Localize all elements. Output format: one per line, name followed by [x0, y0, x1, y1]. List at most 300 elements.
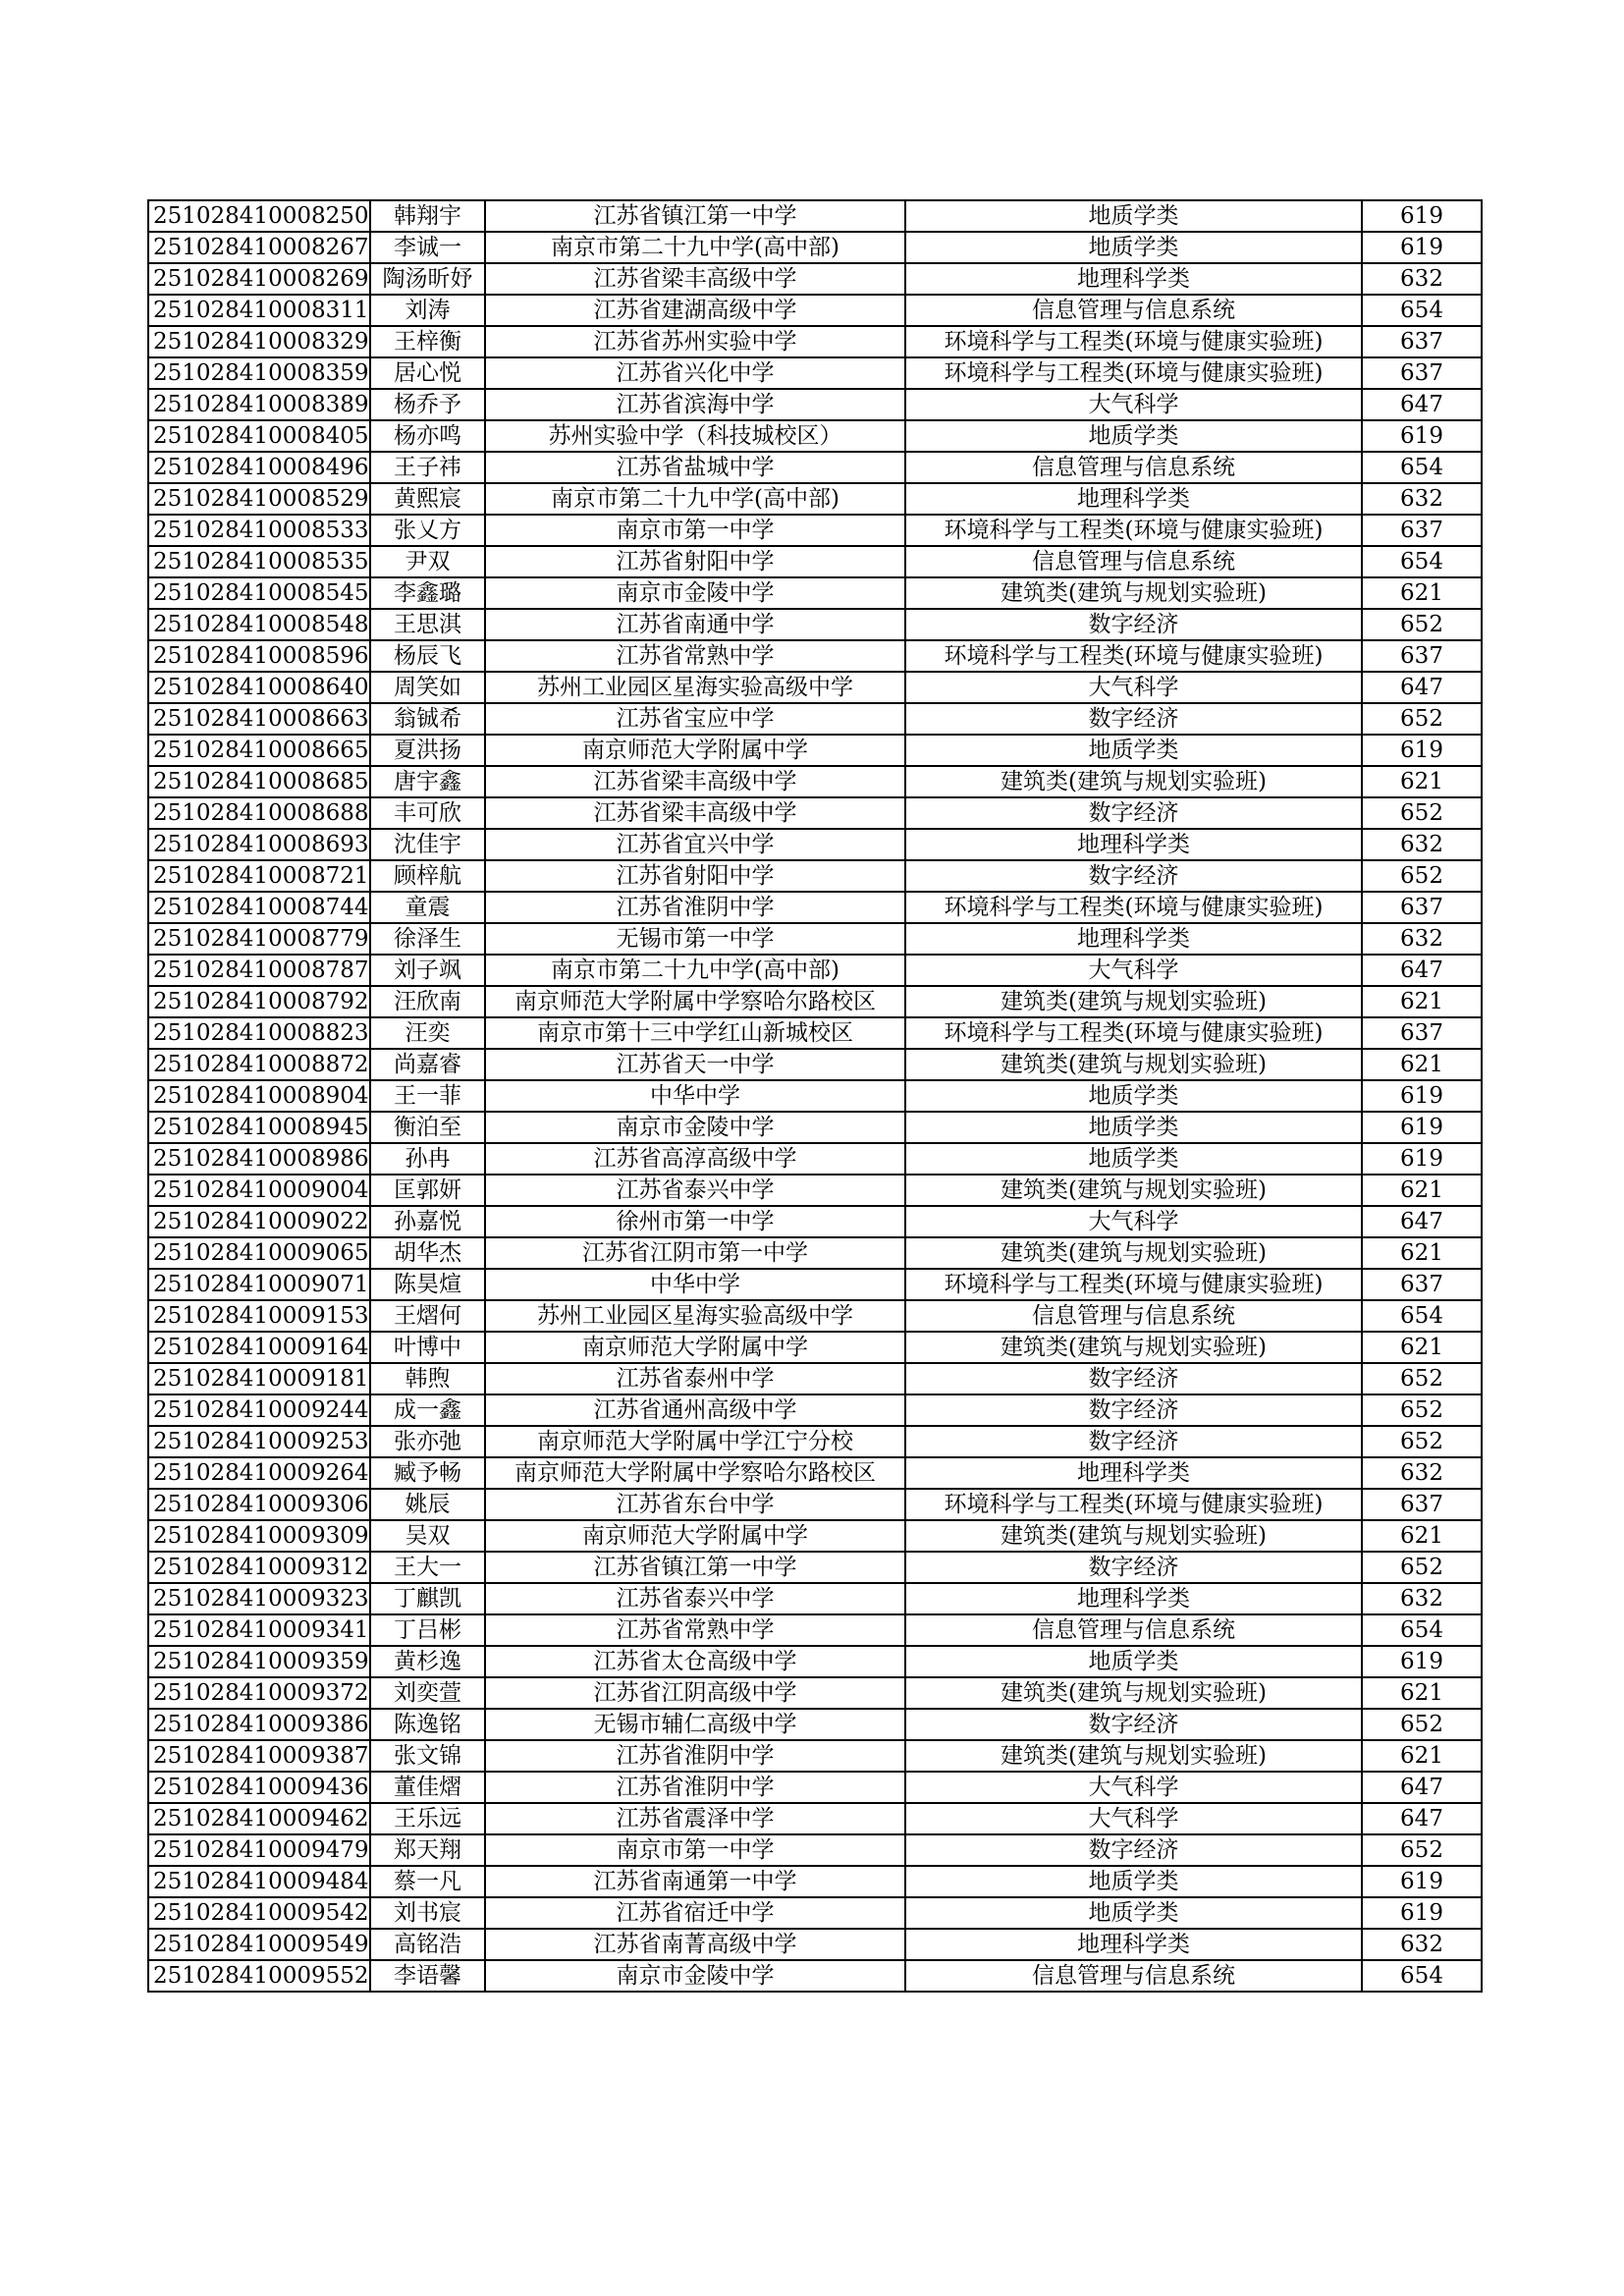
student-name-cell: 尚嘉睿 — [370, 1049, 485, 1080]
major-cell: 地质学类 — [905, 420, 1362, 452]
student-name-cell: 刘子飒 — [370, 955, 485, 986]
school-cell: 江苏省太仓高级中学 — [485, 1646, 905, 1677]
school-cell: 南京市金陵中学 — [485, 1960, 905, 1992]
student-name-cell: 匡郭妍 — [370, 1175, 485, 1206]
school-cell: 江苏省天一中学 — [485, 1049, 905, 1080]
exam-id-cell: 251028410009372 — [148, 1677, 370, 1709]
score-cell: 632 — [1362, 263, 1482, 295]
score-cell: 652 — [1362, 1426, 1482, 1457]
major-cell: 地理科学类 — [905, 923, 1362, 955]
score-cell: 652 — [1362, 1834, 1482, 1866]
score-cell: 637 — [1362, 515, 1482, 546]
student-name-cell: 孙嘉悦 — [370, 1206, 485, 1237]
school-cell: 南京市金陵中学 — [485, 1112, 905, 1143]
major-cell: 地质学类 — [905, 232, 1362, 263]
exam-id-cell: 251028410008389 — [148, 389, 370, 420]
table-row — [148, 1552, 1482, 1583]
score-cell: 632 — [1362, 1583, 1482, 1614]
admission-list-table — [147, 199, 1483, 1993]
major-cell: 地质学类 — [905, 1646, 1362, 1677]
major-cell: 环境科学与工程类(环境与健康实验班) — [905, 515, 1362, 546]
exam-id-cell: 251028410008548 — [148, 609, 370, 640]
school-cell: 江苏省通州高级中学 — [485, 1394, 905, 1426]
major-cell: 信息管理与信息系统 — [905, 1300, 1362, 1332]
score-cell: 619 — [1362, 1143, 1482, 1175]
major-cell: 建筑类(建筑与规划实验班) — [905, 577, 1362, 609]
table-row — [148, 829, 1482, 860]
exam-id-cell: 251028410008721 — [148, 860, 370, 892]
score-cell: 619 — [1362, 1897, 1482, 1929]
exam-id-cell: 251028410009552 — [148, 1960, 370, 1992]
score-cell: 652 — [1362, 1363, 1482, 1394]
exam-id-cell: 251028410008311 — [148, 295, 370, 326]
exam-id-cell: 251028410009253 — [148, 1426, 370, 1457]
student-name-cell: 李诚一 — [370, 232, 485, 263]
table-row — [148, 797, 1482, 829]
table-row — [148, 1394, 1482, 1426]
major-cell: 地质学类 — [905, 1112, 1362, 1143]
table-row — [148, 577, 1482, 609]
student-name-cell: 王乐远 — [370, 1803, 485, 1834]
major-cell: 建筑类(建筑与规划实验班) — [905, 1332, 1362, 1363]
school-cell: 南京市第二十九中学(高中部) — [485, 483, 905, 515]
table-row — [148, 1426, 1482, 1457]
student-name-cell: 杨乔予 — [370, 389, 485, 420]
major-cell: 地质学类 — [905, 1866, 1362, 1897]
score-cell: 652 — [1362, 1552, 1482, 1583]
major-cell: 大气科学 — [905, 955, 1362, 986]
school-cell: 江苏省泰州中学 — [485, 1363, 905, 1394]
table-row — [148, 1866, 1482, 1897]
score-cell: 654 — [1362, 1300, 1482, 1332]
table-row — [148, 1332, 1482, 1363]
school-cell: 江苏省镇江第一中学 — [485, 1552, 905, 1583]
major-cell: 信息管理与信息系统 — [905, 452, 1362, 483]
major-cell: 数字经济 — [905, 860, 1362, 892]
school-cell: 江苏省兴化中学 — [485, 357, 905, 389]
exam-id-cell: 251028410008688 — [148, 797, 370, 829]
score-cell: 621 — [1362, 1520, 1482, 1552]
score-cell: 632 — [1362, 923, 1482, 955]
exam-id-cell: 251028410008945 — [148, 1112, 370, 1143]
score-cell: 647 — [1362, 1206, 1482, 1237]
table-row — [148, 1740, 1482, 1772]
table-row — [148, 735, 1482, 766]
table-row — [148, 1457, 1482, 1489]
student-name-cell: 陶汤昕妤 — [370, 263, 485, 295]
score-cell: 637 — [1362, 640, 1482, 672]
major-cell: 数字经济 — [905, 1426, 1362, 1457]
exam-id-cell: 251028410009181 — [148, 1363, 370, 1394]
table-row — [148, 357, 1482, 389]
score-cell: 654 — [1362, 1614, 1482, 1646]
table-row — [148, 1803, 1482, 1834]
school-cell: 江苏省梁丰高级中学 — [485, 766, 905, 797]
exam-id-cell: 251028410008792 — [148, 986, 370, 1017]
table-row — [148, 1772, 1482, 1803]
score-cell: 632 — [1362, 483, 1482, 515]
school-cell: 江苏省南菁高级中学 — [485, 1929, 905, 1960]
school-cell: 江苏省苏州实验中学 — [485, 326, 905, 357]
student-name-cell: 刘涛 — [370, 295, 485, 326]
student-name-cell: 王一菲 — [370, 1080, 485, 1112]
table-row — [148, 1363, 1482, 1394]
school-cell: 江苏省梁丰高级中学 — [485, 797, 905, 829]
major-cell: 环境科学与工程类(环境与健康实验班) — [905, 1269, 1362, 1300]
school-cell: 南京市第十三中学红山新城校区 — [485, 1017, 905, 1049]
table-row — [148, 1175, 1482, 1206]
school-cell: 中华中学 — [485, 1269, 905, 1300]
school-cell: 中华中学 — [485, 1080, 905, 1112]
school-cell: 苏州实验中学（科技城校区） — [485, 420, 905, 452]
student-name-cell: 童震 — [370, 892, 485, 923]
exam-id-cell: 251028410008359 — [148, 357, 370, 389]
score-cell: 654 — [1362, 1960, 1482, 1992]
exam-id-cell: 251028410009479 — [148, 1834, 370, 1866]
student-name-cell: 尹双 — [370, 546, 485, 577]
score-cell: 619 — [1362, 232, 1482, 263]
score-cell: 647 — [1362, 1772, 1482, 1803]
major-cell: 地理科学类 — [905, 829, 1362, 860]
major-cell: 大气科学 — [905, 1206, 1362, 1237]
exam-id-cell: 251028410008693 — [148, 829, 370, 860]
exam-id-cell: 251028410008545 — [148, 577, 370, 609]
major-cell: 地理科学类 — [905, 1457, 1362, 1489]
student-name-cell: 杨亦鸣 — [370, 420, 485, 452]
score-cell: 621 — [1362, 766, 1482, 797]
exam-id-cell: 251028410008250 — [148, 200, 370, 232]
school-cell: 江苏省淮阴中学 — [485, 1740, 905, 1772]
table-row — [148, 1112, 1482, 1143]
table-row — [148, 703, 1482, 735]
score-cell: 621 — [1362, 1740, 1482, 1772]
major-cell: 建筑类(建筑与规划实验班) — [905, 1677, 1362, 1709]
student-name-cell: 王大一 — [370, 1552, 485, 1583]
major-cell: 建筑类(建筑与规划实验班) — [905, 1740, 1362, 1772]
score-cell: 637 — [1362, 1269, 1482, 1300]
student-name-cell: 成一鑫 — [370, 1394, 485, 1426]
major-cell: 建筑类(建筑与规划实验班) — [905, 986, 1362, 1017]
table-row — [148, 1143, 1482, 1175]
table-row — [148, 420, 1482, 452]
table-row — [148, 1237, 1482, 1269]
exam-id-cell: 251028410008779 — [148, 923, 370, 955]
table-row — [148, 1897, 1482, 1929]
table-row — [148, 955, 1482, 986]
table-row — [148, 923, 1482, 955]
school-cell: 南京师范大学附属中学江宁分校 — [485, 1426, 905, 1457]
table-row — [148, 1960, 1482, 1992]
major-cell: 地质学类 — [905, 735, 1362, 766]
school-cell: 南京师范大学附属中学察哈尔路校区 — [485, 1457, 905, 1489]
major-cell: 信息管理与信息系统 — [905, 1614, 1362, 1646]
exam-id-cell: 251028410009386 — [148, 1709, 370, 1740]
major-cell: 环境科学与工程类(环境与健康实验班) — [905, 357, 1362, 389]
score-cell: 621 — [1362, 1237, 1482, 1269]
student-name-cell: 王思淇 — [370, 609, 485, 640]
score-cell: 637 — [1362, 1489, 1482, 1520]
score-cell: 619 — [1362, 1646, 1482, 1677]
major-cell: 地质学类 — [905, 200, 1362, 232]
school-cell: 南京市第二十九中学(高中部) — [485, 232, 905, 263]
school-cell: 江苏省泰兴中学 — [485, 1175, 905, 1206]
major-cell: 建筑类(建筑与规划实验班) — [905, 1175, 1362, 1206]
school-cell: 南京市第一中学 — [485, 515, 905, 546]
student-name-cell: 王梓衡 — [370, 326, 485, 357]
major-cell: 地质学类 — [905, 1897, 1362, 1929]
major-cell: 信息管理与信息系统 — [905, 1960, 1362, 1992]
score-cell: 647 — [1362, 955, 1482, 986]
table-row — [148, 1017, 1482, 1049]
score-cell: 621 — [1362, 986, 1482, 1017]
major-cell: 信息管理与信息系统 — [905, 295, 1362, 326]
major-cell: 环境科学与工程类(环境与健康实验班) — [905, 640, 1362, 672]
major-cell: 地理科学类 — [905, 1583, 1362, 1614]
student-name-cell: 董佳熠 — [370, 1772, 485, 1803]
score-cell: 619 — [1362, 1112, 1482, 1143]
student-name-cell: 张乂方 — [370, 515, 485, 546]
school-cell: 江苏省江阴高级中学 — [485, 1677, 905, 1709]
exam-id-cell: 251028410008535 — [148, 546, 370, 577]
major-cell: 地理科学类 — [905, 483, 1362, 515]
student-name-cell: 叶博中 — [370, 1332, 485, 1363]
exam-id-cell: 251028410009264 — [148, 1457, 370, 1489]
table-body — [148, 200, 1482, 1992]
school-cell: 南京师范大学附属中学察哈尔路校区 — [485, 986, 905, 1017]
exam-id-cell: 251028410009306 — [148, 1489, 370, 1520]
table-row — [148, 546, 1482, 577]
exam-id-cell: 251028410008529 — [148, 483, 370, 515]
major-cell: 地质学类 — [905, 1143, 1362, 1175]
student-name-cell: 韩翔宇 — [370, 200, 485, 232]
student-name-cell: 吴双 — [370, 1520, 485, 1552]
table-row — [148, 200, 1482, 232]
school-cell: 江苏省射阳中学 — [485, 546, 905, 577]
score-cell: 652 — [1362, 1709, 1482, 1740]
major-cell: 数字经济 — [905, 1363, 1362, 1394]
student-name-cell: 衡泊至 — [370, 1112, 485, 1143]
student-name-cell: 高铭浩 — [370, 1929, 485, 1960]
school-cell: 南京师范大学附属中学 — [485, 1520, 905, 1552]
score-cell: 647 — [1362, 672, 1482, 703]
school-cell: 苏州工业园区星海实验高级中学 — [485, 1300, 905, 1332]
exam-id-cell: 251028410009387 — [148, 1740, 370, 1772]
table-row — [148, 1206, 1482, 1237]
score-cell: 652 — [1362, 1394, 1482, 1426]
major-cell: 数字经济 — [905, 1394, 1362, 1426]
table-row — [148, 1080, 1482, 1112]
score-cell: 621 — [1362, 1677, 1482, 1709]
major-cell: 大气科学 — [905, 389, 1362, 420]
exam-id-cell: 251028410008904 — [148, 1080, 370, 1112]
school-cell: 江苏省泰兴中学 — [485, 1583, 905, 1614]
student-name-cell: 孙冉 — [370, 1143, 485, 1175]
student-name-cell: 黄杉逸 — [370, 1646, 485, 1677]
table-row — [148, 609, 1482, 640]
exam-id-cell: 251028410009065 — [148, 1237, 370, 1269]
student-name-cell: 丰可欣 — [370, 797, 485, 829]
exam-id-cell: 251028410009484 — [148, 1866, 370, 1897]
student-name-cell: 蔡一凡 — [370, 1866, 485, 1897]
student-name-cell: 王熠何 — [370, 1300, 485, 1332]
score-cell: 619 — [1362, 1080, 1482, 1112]
table-row — [148, 1520, 1482, 1552]
table-row — [148, 483, 1482, 515]
score-cell: 652 — [1362, 797, 1482, 829]
exam-id-cell: 251028410009309 — [148, 1520, 370, 1552]
student-name-cell: 张文锦 — [370, 1740, 485, 1772]
school-cell: 江苏省南通第一中学 — [485, 1866, 905, 1897]
major-cell: 建筑类(建筑与规划实验班) — [905, 1049, 1362, 1080]
table-row — [148, 1929, 1482, 1960]
score-cell: 621 — [1362, 577, 1482, 609]
student-name-cell: 翁铖希 — [370, 703, 485, 735]
table-row — [148, 1300, 1482, 1332]
table-row — [148, 389, 1482, 420]
table-row — [148, 1269, 1482, 1300]
major-cell: 大气科学 — [905, 672, 1362, 703]
exam-id-cell: 251028410008596 — [148, 640, 370, 672]
student-name-cell: 丁吕彬 — [370, 1614, 485, 1646]
exam-id-cell: 251028410008496 — [148, 452, 370, 483]
score-cell: 637 — [1362, 1017, 1482, 1049]
school-cell: 江苏省滨海中学 — [485, 389, 905, 420]
major-cell: 信息管理与信息系统 — [905, 546, 1362, 577]
student-name-cell: 黄熙宸 — [370, 483, 485, 515]
student-name-cell: 夏洪扬 — [370, 735, 485, 766]
major-cell: 数字经济 — [905, 1552, 1362, 1583]
major-cell: 数字经济 — [905, 1834, 1362, 1866]
school-cell: 江苏省镇江第一中学 — [485, 200, 905, 232]
exam-id-cell: 251028410008986 — [148, 1143, 370, 1175]
major-cell: 地理科学类 — [905, 263, 1362, 295]
exam-id-cell: 251028410008685 — [148, 766, 370, 797]
exam-id-cell: 251028410009549 — [148, 1929, 370, 1960]
score-cell: 621 — [1362, 1049, 1482, 1080]
exam-id-cell: 251028410008823 — [148, 1017, 370, 1049]
school-cell: 江苏省射阳中学 — [485, 860, 905, 892]
exam-id-cell: 251028410008665 — [148, 735, 370, 766]
exam-id-cell: 251028410008329 — [148, 326, 370, 357]
school-cell: 江苏省江阴市第一中学 — [485, 1237, 905, 1269]
school-cell: 江苏省盐城中学 — [485, 452, 905, 483]
school-cell: 江苏省震泽中学 — [485, 1803, 905, 1834]
student-name-cell: 韩煦 — [370, 1363, 485, 1394]
score-cell: 637 — [1362, 326, 1482, 357]
school-cell: 江苏省常熟中学 — [485, 1614, 905, 1646]
student-name-cell: 李鑫璐 — [370, 577, 485, 609]
school-cell: 江苏省南通中学 — [485, 609, 905, 640]
major-cell: 数字经济 — [905, 609, 1362, 640]
student-name-cell: 胡华杰 — [370, 1237, 485, 1269]
school-cell: 江苏省淮阴中学 — [485, 1772, 905, 1803]
exam-id-cell: 251028410009244 — [148, 1394, 370, 1426]
student-name-cell: 臧予畅 — [370, 1457, 485, 1489]
major-cell: 环境科学与工程类(环境与健康实验班) — [905, 892, 1362, 923]
exam-id-cell: 251028410009164 — [148, 1332, 370, 1363]
major-cell: 建筑类(建筑与规划实验班) — [905, 766, 1362, 797]
school-cell: 南京师范大学附属中学 — [485, 1332, 905, 1363]
exam-id-cell: 251028410009071 — [148, 1269, 370, 1300]
student-name-cell: 汪欣南 — [370, 986, 485, 1017]
exam-id-cell: 251028410008744 — [148, 892, 370, 923]
score-cell: 637 — [1362, 892, 1482, 923]
table-row — [148, 1583, 1482, 1614]
score-cell: 652 — [1362, 703, 1482, 735]
student-name-cell: 张亦弛 — [370, 1426, 485, 1457]
exam-id-cell: 251028410009312 — [148, 1552, 370, 1583]
exam-id-cell: 251028410009004 — [148, 1175, 370, 1206]
score-cell: 632 — [1362, 1457, 1482, 1489]
exam-id-cell: 251028410008640 — [148, 672, 370, 703]
student-name-cell: 周笑如 — [370, 672, 485, 703]
table-row — [148, 1489, 1482, 1520]
school-cell: 徐州市第一中学 — [485, 1206, 905, 1237]
score-cell: 637 — [1362, 357, 1482, 389]
exam-id-cell: 251028410009359 — [148, 1646, 370, 1677]
student-name-cell: 徐泽生 — [370, 923, 485, 955]
score-cell: 619 — [1362, 420, 1482, 452]
school-cell: 江苏省东台中学 — [485, 1489, 905, 1520]
major-cell: 大气科学 — [905, 1803, 1362, 1834]
student-name-cell: 陈逸铭 — [370, 1709, 485, 1740]
major-cell: 环境科学与工程类(环境与健康实验班) — [905, 1017, 1362, 1049]
table-row — [148, 295, 1482, 326]
school-cell: 江苏省梁丰高级中学 — [485, 263, 905, 295]
exam-id-cell: 251028410009436 — [148, 1772, 370, 1803]
exam-id-cell: 251028410008267 — [148, 232, 370, 263]
student-name-cell: 汪奕 — [370, 1017, 485, 1049]
major-cell: 环境科学与工程类(环境与健康实验班) — [905, 326, 1362, 357]
exam-id-cell: 251028410009341 — [148, 1614, 370, 1646]
major-cell: 地质学类 — [905, 1080, 1362, 1112]
score-cell: 654 — [1362, 546, 1482, 577]
school-cell: 江苏省淮阴中学 — [485, 892, 905, 923]
exam-id-cell: 251028410009022 — [148, 1206, 370, 1237]
table-row — [148, 232, 1482, 263]
score-cell: 621 — [1362, 1175, 1482, 1206]
school-cell: 江苏省宿迁中学 — [485, 1897, 905, 1929]
score-cell: 632 — [1362, 1929, 1482, 1960]
exam-id-cell: 251028410008787 — [148, 955, 370, 986]
major-cell: 数字经济 — [905, 1709, 1362, 1740]
school-cell: 南京市第二十九中学(高中部) — [485, 955, 905, 986]
student-name-cell: 杨辰飞 — [370, 640, 485, 672]
student-name-cell: 郑天翔 — [370, 1834, 485, 1866]
table-row — [148, 766, 1482, 797]
school-cell: 南京师范大学附属中学 — [485, 735, 905, 766]
exam-id-cell: 251028410008533 — [148, 515, 370, 546]
major-cell: 大气科学 — [905, 1772, 1362, 1803]
major-cell: 环境科学与工程类(环境与健康实验班) — [905, 1489, 1362, 1520]
school-cell: 江苏省高淳高级中学 — [485, 1143, 905, 1175]
exam-id-cell: 251028410009153 — [148, 1300, 370, 1332]
table-row — [148, 515, 1482, 546]
student-name-cell: 沈佳宇 — [370, 829, 485, 860]
student-name-cell: 刘书宸 — [370, 1897, 485, 1929]
table-row — [148, 1677, 1482, 1709]
school-cell: 南京市第一中学 — [485, 1834, 905, 1866]
score-cell: 647 — [1362, 389, 1482, 420]
score-cell: 652 — [1362, 609, 1482, 640]
student-name-cell: 王子祎 — [370, 452, 485, 483]
score-cell: 652 — [1362, 860, 1482, 892]
score-cell: 619 — [1362, 200, 1482, 232]
student-name-cell: 唐宇鑫 — [370, 766, 485, 797]
table-row — [148, 1834, 1482, 1866]
school-cell: 南京市金陵中学 — [485, 577, 905, 609]
exam-id-cell: 251028410009542 — [148, 1897, 370, 1929]
